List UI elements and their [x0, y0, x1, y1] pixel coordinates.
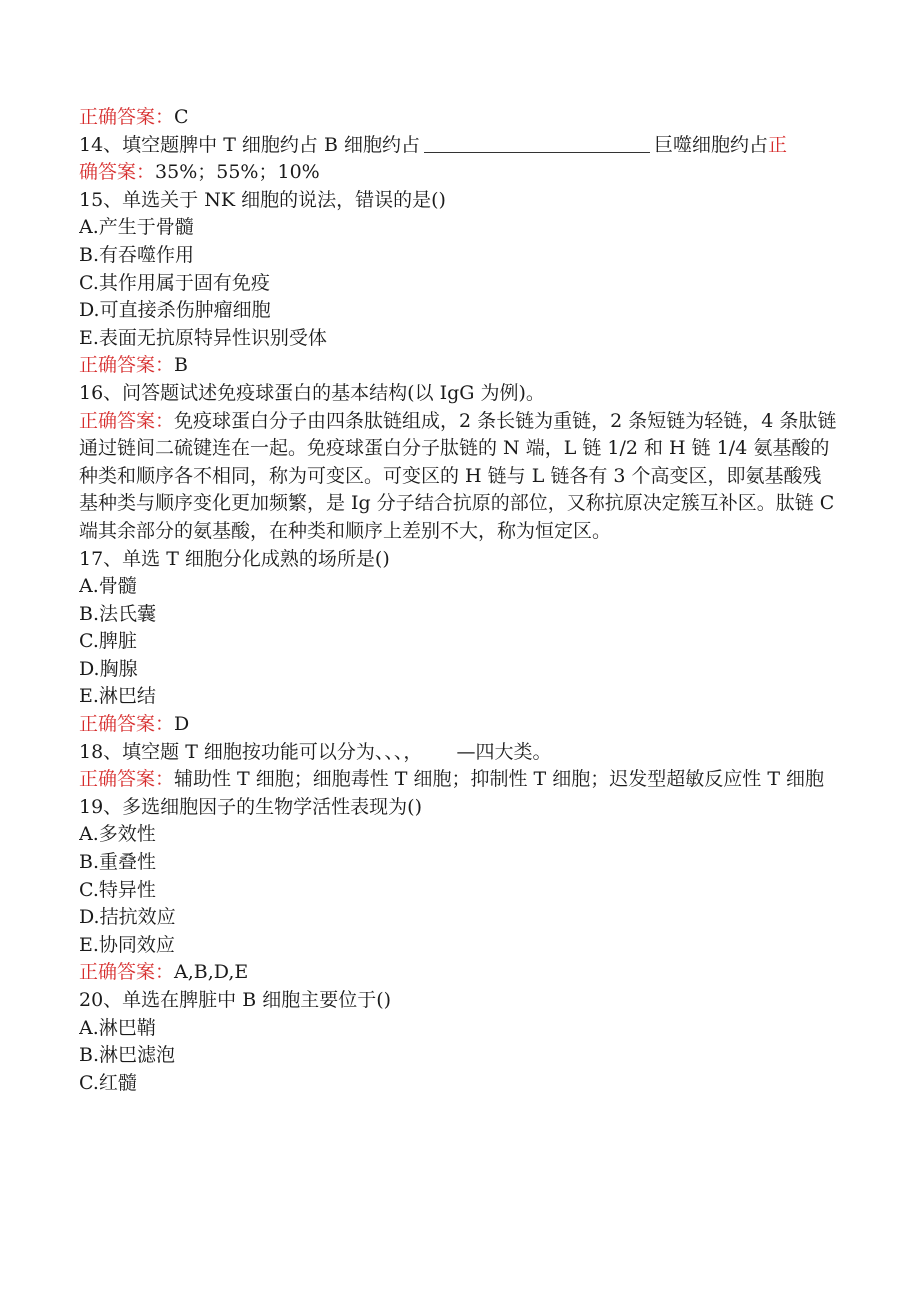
answer-label: 正确答案： — [79, 713, 175, 736]
answer-label: 正确答案： — [79, 106, 175, 128]
question-18 — [79, 739, 839, 767]
option-item — [79, 1070, 839, 1098]
answer-text: B — [174, 354, 188, 377]
answer-text: D — [174, 713, 190, 736]
option-text: A.淋巴鞘 — [79, 1016, 156, 1039]
option-item — [79, 573, 839, 601]
answer-line — [79, 104, 839, 132]
option-text: C.特异性 — [79, 878, 156, 901]
question-text-suffix: 巨噬细胞约占 — [653, 133, 768, 156]
option-text: A.多效性 — [79, 823, 156, 846]
option-text: C.其作用属于固有免疫 — [79, 271, 270, 294]
answer-line — [79, 711, 839, 739]
answer-label: 正确答案： — [79, 961, 175, 984]
option-item — [79, 1042, 839, 1070]
option-item — [79, 325, 839, 353]
option-text: D.可直接杀伤肿瘤细胞 — [79, 299, 271, 322]
question-text-suffix: —四大类。 — [456, 740, 552, 763]
question-text: 19、多选细胞因子的生物学活性表现为() — [79, 795, 423, 818]
answer-label: 正确答案： — [79, 354, 175, 377]
answer-text: 35%；55%；10% — [155, 161, 320, 184]
option-text: B.重叠性 — [79, 851, 157, 874]
option-text: A.产生于骨髓 — [79, 216, 194, 239]
option-item — [79, 932, 839, 960]
question-text: 18、填空题 T 细胞按功能可以分为、、、， — [79, 740, 423, 763]
question-text: 17、单选 T 细胞分化成熟的场所是() — [79, 547, 390, 570]
answer-label: 正确答案： — [79, 409, 175, 432]
question-text: 15、单选关于 NK 细胞的说法，错误的是() — [79, 188, 446, 211]
answer-text: A,B,D,E — [174, 961, 249, 984]
option-item — [79, 297, 839, 325]
option-item — [79, 270, 839, 298]
answer-line — [79, 352, 839, 380]
question-text: 16、问答题试述免疫球蛋白的基本结构(以 IgG 为例)。 — [79, 381, 545, 404]
answer-text: C — [174, 106, 189, 128]
option-text: E.表面无抗原特异性识别受体 — [79, 326, 327, 349]
option-item — [79, 877, 839, 905]
option-item — [79, 628, 839, 656]
answer-line — [79, 159, 839, 187]
option-text: B.有吞噬作用 — [79, 243, 195, 266]
answer-paragraph — [79, 766, 839, 794]
document-page — [79, 104, 839, 1097]
question-15 — [79, 187, 839, 215]
option-text: C.脾脏 — [79, 630, 137, 653]
answer-line — [79, 959, 839, 987]
option-text: C.红髓 — [79, 1071, 137, 1094]
option-text: D.拮抗效应 — [79, 906, 176, 929]
option-item — [79, 821, 839, 849]
answer-label-start: 正 — [768, 133, 788, 156]
fill-blank — [424, 134, 650, 153]
option-item — [79, 1015, 839, 1043]
option-text: D.胸腺 — [79, 657, 138, 680]
answer-text: 免疫球蛋白分子由四条肽链组成，2 条长链为重链，2 条短链为轻链，4 条肽链通过链间二硫键连在一起。免疫球蛋白分子肽链的 N 端，L 链 1/2 和 H 链 1/4 氨基酸的种类和顺序各不相同，称为可变区。可变区的 H 链与 L 链各有 3 个高变区，即氨基酸残基种类与顺序变化更加频繁，是 Ig 分子结合抗原的部位，又称抗原决定簇互补区。肽链 C 端其余部分的氨基酸，在种类和顺序上差别不大，称为恒定区。 — [79, 409, 837, 542]
option-text: E.淋巴结 — [79, 685, 156, 708]
option-item — [79, 683, 839, 711]
option-text: E.协同效应 — [79, 933, 175, 956]
option-text: B.淋巴滤泡 — [79, 1044, 176, 1067]
question-text: 20、单选在脾脏中 B 细胞主要位于() — [79, 989, 392, 1011]
option-item — [79, 601, 839, 629]
question-17 — [79, 546, 839, 574]
option-item — [79, 656, 839, 684]
option-item — [79, 214, 839, 242]
question-20 — [79, 987, 839, 1015]
answer-label: 确答案： — [79, 161, 156, 184]
question-19 — [79, 794, 839, 822]
answer-text: 辅助性 T 细胞；细胞毒性 T 细胞；抑制性 T 细胞；迟发型超敏反应性 T 细胞 — [174, 768, 825, 791]
option-text: B.法氏囊 — [79, 602, 157, 625]
answer-paragraph — [79, 408, 839, 546]
option-item — [79, 849, 839, 877]
question-14 — [79, 132, 839, 160]
question-text: 14、填空题脾中 T 细胞约占 B 细胞约占 — [79, 133, 420, 156]
option-text: A.骨髓 — [79, 575, 137, 598]
question-16 — [79, 380, 839, 408]
option-item — [79, 242, 839, 270]
option-item — [79, 904, 839, 932]
answer-label: 正确答案： — [79, 768, 175, 791]
